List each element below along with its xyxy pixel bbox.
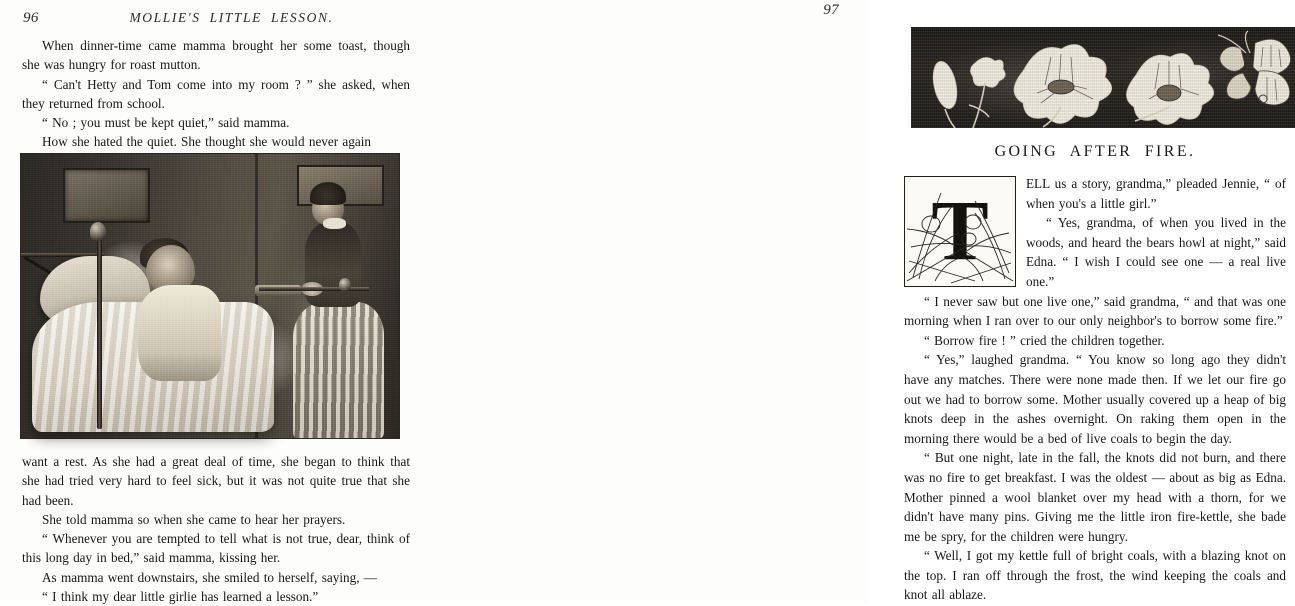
right-page-text <box>904 174 1286 605</box>
paragraph: “ Yes,” laughed grandma. “ You know so long ago they didn't have any matches. There were none made then. If we let our fire go out we had to borrow some. Mother usually covered up a heap of big knots deep in the ashes overnight. On raking them open in the morning there would be a bed of live coals to begin the day. <box>904 352 1286 446</box>
right-page <box>433 0 1286 605</box>
poppy-band-illustration <box>911 27 1295 128</box>
dropcap-letter: T <box>931 181 989 278</box>
paragraph: How she hated the quiet. She thought she would never again <box>42 134 371 150</box>
left-page-text-bottom <box>22 452 410 606</box>
paragraph: “ Yes, grandma, of when you lived in the woods, and heard the bears howl at night,” said Edna. “ I wish I could see one — a real live one.” <box>1026 215 1286 289</box>
paragraph: “ No ; you must be kept quiet,” said mamma. <box>42 115 290 131</box>
paragraph: “ But one night, late in the fall, the knots did not burn, and there was no fire to get breakfast. I was the oldest — about as big as Edna. Mother pinned a wool blanket over my head with a thorn, for we didn't have many pins. Giving me the little iron fire-kettle, she bade me be spry, for the children were hungry. <box>904 450 1286 544</box>
paragraph: “ Borrow fire ! ” cried the children together. <box>924 332 1165 348</box>
left-page <box>0 0 433 605</box>
paragraph: “ Whenever you are tempted to tell what is not true, dear, think of this long day in bed,” said mamma, kissing her. <box>22 531 410 566</box>
paragraph: “ Well, I got my kettle full of bright coals, with a blazing knot on the top. I ran off through the frost, the wind keeping the coals and knot all ablaze. <box>904 548 1286 603</box>
illustrated-initial <box>904 176 1016 287</box>
paragraph: want a rest. As she had a great deal of time, she began to think that she had tried very hard to feel sick, but it was not quite true that she had been. <box>22 454 410 508</box>
engraving-grain-texture <box>21 154 399 438</box>
left-page-text-top <box>22 36 410 152</box>
paragraph: “ I never saw but one live one,” said grandma, “ and that was one morning when I ran over to our only neighbor's to borrow some fire.” <box>904 293 1286 329</box>
paragraph: She told mamma so when she came to hear her prayers. <box>42 511 346 527</box>
paragraph: “ Can't Hetty and Tom come into my room ? ” she asked, when they returned from school. <box>22 76 410 111</box>
sickroom-illustration <box>20 153 400 439</box>
chapter-title: GOING AFTER FIRE. <box>994 143 1196 160</box>
paragraph: When dinner-time came mamma brought her some toast, though she was hungry for roast mutton. <box>22 38 410 73</box>
page-number-right: 97 <box>823 2 839 18</box>
page-number-left: 96 <box>23 10 39 26</box>
running-head-left: MOLLIE'S LITTLE LESSON. <box>129 10 334 25</box>
band-grain-texture <box>911 27 1295 128</box>
paragraph: As mamma went downstairs, she smiled to herself, saying, — <box>42 569 377 585</box>
reeds-icon <box>905 177 1015 286</box>
paragraph: “ I think my dear little girlie has learned a lesson.” <box>42 589 319 605</box>
paragraph: ELL us a story, grandma,” pleaded Jennie, “ of when you's a little girl.” <box>1026 176 1286 211</box>
